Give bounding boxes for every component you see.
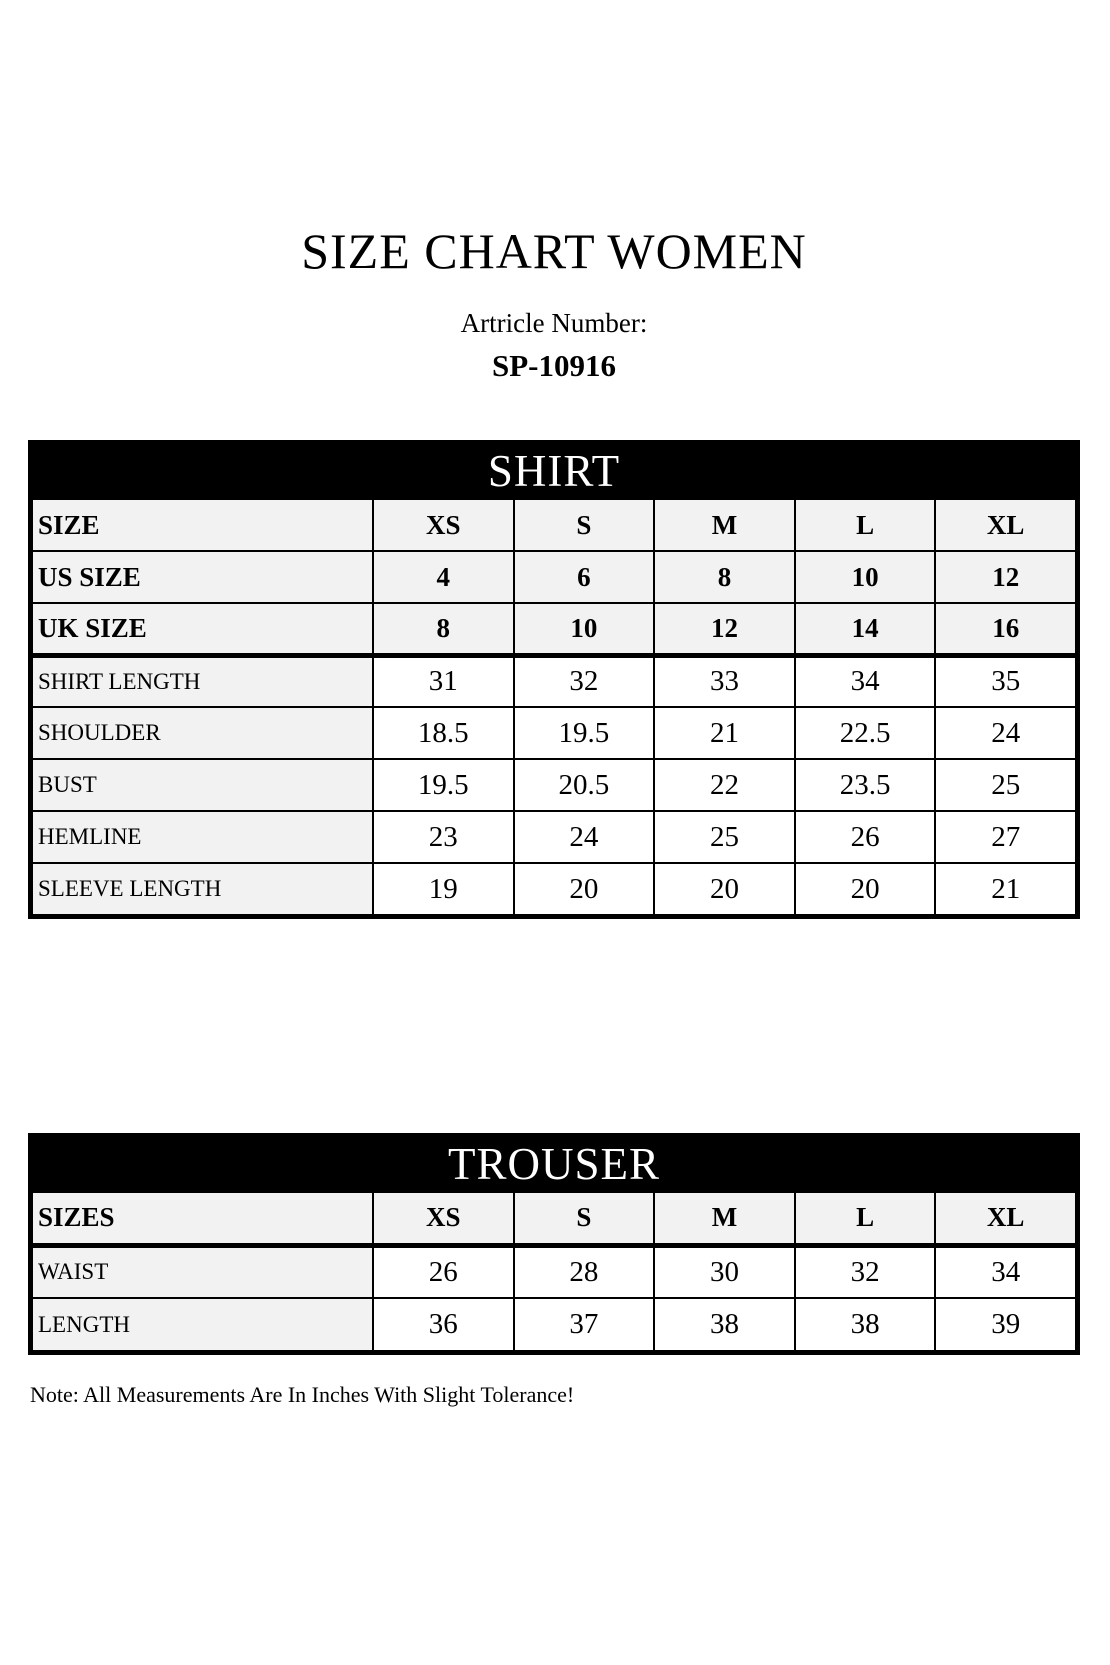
cell-value: 32 <box>514 655 655 707</box>
length-row <box>32 1298 1076 1351</box>
trouser-size-l: L <box>795 1192 936 1245</box>
cell-value: 12 <box>654 603 795 655</box>
cell-value: 20 <box>795 863 936 915</box>
cell-value: 22 <box>654 759 795 811</box>
cell-value: 19 <box>373 863 514 915</box>
measurement-note: Note: All Measurements Are In Inches With Slight Tolerance! <box>30 1382 575 1407</box>
trouser-size-table <box>28 1133 1080 1355</box>
cell-value: 32 <box>795 1245 936 1298</box>
shirt-uk-size-row <box>32 603 1076 655</box>
shirt-size-header-row <box>32 499 1076 551</box>
bust-row <box>32 759 1076 811</box>
cell-value: 25 <box>654 811 795 863</box>
cell-value: 23.5 <box>795 759 936 811</box>
trouser-size-xs: XS <box>373 1192 514 1245</box>
shirt-table-banner: SHIRT <box>31 443 1077 498</box>
trouser-size-xl: XL <box>935 1192 1076 1245</box>
cell-value: 36 <box>373 1298 514 1351</box>
cell-value: 26 <box>373 1245 514 1298</box>
sleeve-length-row <box>32 863 1076 915</box>
shirt-us-size-row <box>32 551 1076 603</box>
shirt-size-xl: XL <box>935 499 1076 551</box>
cell-value: 6 <box>514 551 655 603</box>
cell-value: 12 <box>935 551 1076 603</box>
cell-value: 19.5 <box>373 759 514 811</box>
trouser-size-header-row <box>32 1192 1076 1245</box>
trouser-table-banner: TROUSER <box>31 1136 1077 1191</box>
cell-value: 8 <box>654 551 795 603</box>
cell-value: 34 <box>795 655 936 707</box>
cell-value: 31 <box>373 655 514 707</box>
cell-value: 20 <box>654 863 795 915</box>
trouser-size-s: S <box>514 1192 655 1245</box>
cell-value: 30 <box>654 1245 795 1298</box>
page-title: SIZE CHART WOMEN <box>301 223 807 279</box>
shoulder-row <box>32 707 1076 759</box>
row-label: WAIST <box>32 1245 373 1298</box>
row-label: US SIZE <box>32 551 373 603</box>
cell-value: 14 <box>795 603 936 655</box>
cell-value: 22.5 <box>795 707 936 759</box>
row-label: BUST <box>32 759 373 811</box>
cell-value: 20.5 <box>514 759 655 811</box>
cell-value: 39 <box>935 1298 1076 1351</box>
cell-value: 27 <box>935 811 1076 863</box>
cell-value: 4 <box>373 551 514 603</box>
waist-row <box>32 1245 1076 1298</box>
cell-value: 21 <box>935 863 1076 915</box>
row-label: LENGTH <box>32 1298 373 1351</box>
shirt-length-row <box>32 655 1076 707</box>
cell-value: 10 <box>514 603 655 655</box>
cell-value: 23 <box>373 811 514 863</box>
trouser-table-grid <box>31 1191 1077 1352</box>
cell-value: 19.5 <box>514 707 655 759</box>
trouser-size-m: M <box>654 1192 795 1245</box>
row-label: UK SIZE <box>32 603 373 655</box>
shirt-size-header-label: SIZE <box>32 499 373 551</box>
cell-value: 24 <box>514 811 655 863</box>
cell-value: 24 <box>935 707 1076 759</box>
cell-value: 20 <box>514 863 655 915</box>
cell-value: 34 <box>935 1245 1076 1298</box>
cell-value: 33 <box>654 655 795 707</box>
article-number-value: SP-10916 <box>492 348 616 383</box>
shirt-size-s: S <box>514 499 655 551</box>
cell-value: 25 <box>935 759 1076 811</box>
row-label: SHIRT LENGTH <box>32 655 373 707</box>
shirt-size-xs: XS <box>373 499 514 551</box>
shirt-size-table <box>28 440 1080 919</box>
cell-value: 16 <box>935 603 1076 655</box>
cell-value: 26 <box>795 811 936 863</box>
row-label: SLEEVE LENGTH <box>32 863 373 915</box>
shirt-size-m: M <box>654 499 795 551</box>
cell-value: 10 <box>795 551 936 603</box>
cell-value: 8 <box>373 603 514 655</box>
trouser-size-header-label: SIZES <box>32 1192 373 1245</box>
cell-value: 37 <box>514 1298 655 1351</box>
row-label: SHOULDER <box>32 707 373 759</box>
cell-value: 21 <box>654 707 795 759</box>
row-label: HEMLINE <box>32 811 373 863</box>
article-number-label: Artricle Number: <box>460 308 648 338</box>
hemline-row <box>32 811 1076 863</box>
shirt-table-grid <box>31 498 1077 916</box>
cell-value: 18.5 <box>373 707 514 759</box>
cell-value: 28 <box>514 1245 655 1298</box>
cell-value: 38 <box>795 1298 936 1351</box>
shirt-size-l: L <box>795 499 936 551</box>
cell-value: 35 <box>935 655 1076 707</box>
cell-value: 38 <box>654 1298 795 1351</box>
